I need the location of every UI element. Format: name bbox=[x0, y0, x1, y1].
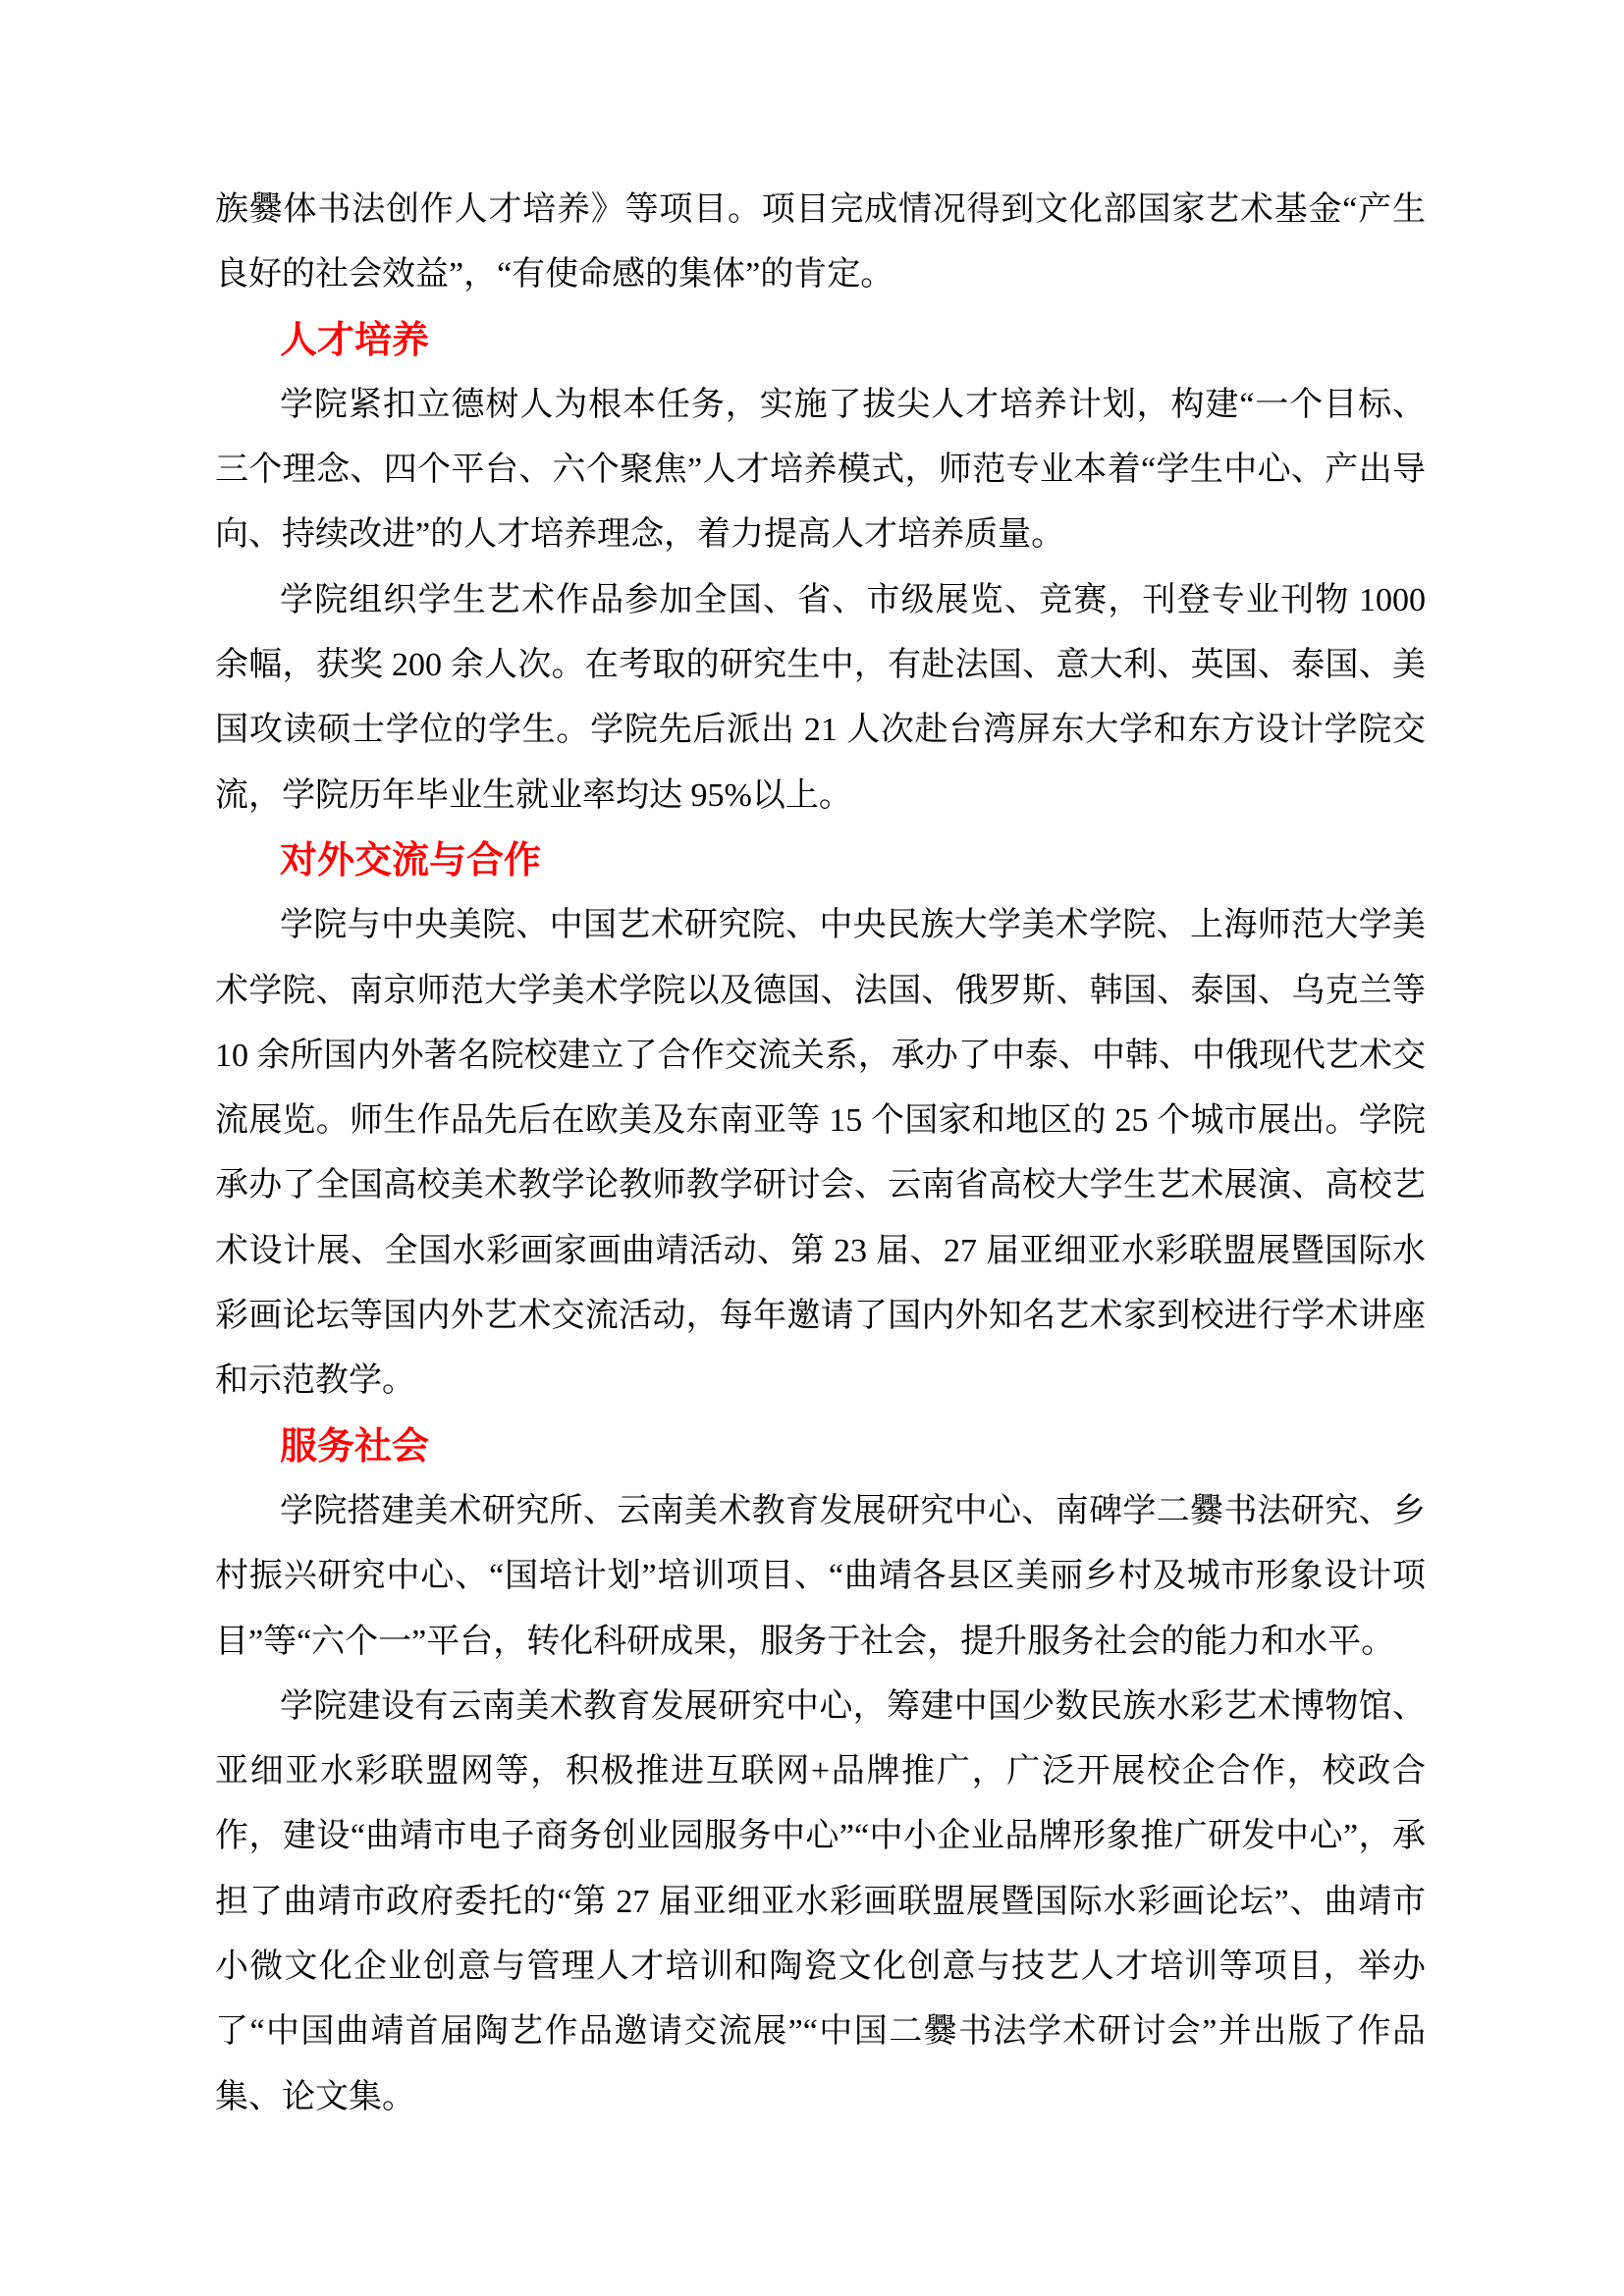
paragraph-service-projects: 学院建设有云南美术教育发展研究中心，筹建中国少数民族水彩艺术博物馆、亚细亚水彩联盟网等，积极推进互联网+品牌推广，广泛开展校企合作，校政合作，建设“曲靖市电子商务创业园服务中心”“中小企业品牌形象推广研发中心”，承担了曲靖市政府委托的“第 27 届亚细亚水彩画联盟展暨国际水彩画论坛”、曲靖市小微文化企业创意与管理人才培训和陶瓷文化创意与技艺人才培训等项目，举办了“中国曲靖首届陶艺作品邀请交流展”“中国二爨书法学术研讨会”并出版了作品集、论文集。 bbox=[215, 1687, 1426, 2115]
section-heading-talent-cultivation: 人才培养 bbox=[280, 319, 430, 361]
paragraph-international-exchange: 学院与中央美院、中国艺术研究院、中央民族大学美术学院、上海师范大学美术学院、南京师范大学美术学院以及德国、法国、俄罗斯、韩国、泰国、乌克兰等 10 余所国内外著名院校建立了合作交流关系，承办了中泰、中韩、中俄现代艺术交流展览。师生作品先后在欧美及东南亚等 15 个国家和地区的 25 个城市展出。学院承办了全国高校美术教学论教师教学研讨会、云南省高校大学生艺术展演、高校艺术设计展、全国水彩画家画曲靖活动、第 23 届、27 届亚细亚水彩联盟展暨国际水彩画论坛等国内外艺术交流活动，每年邀请了国内外知名艺术家到校进行学术讲座和示范教学。 bbox=[215, 907, 1426, 1400]
section-heading-exchange-cooperation: 对外交流与合作 bbox=[280, 839, 542, 881]
paragraph-student-achievements: 学院组织学生艺术作品参加全国、省、市级展览、竞赛，刊登专业刊物 1000 余幅，获奖 200 余人次。在考取的研究生中，有赴法国、意大利、英国、泰国、美国攻读硕士学位的学生。学院先后派出 21 人次赴台湾屏东大学和东方设计学院交流，学院历年毕业生就业率均达 95%以上。 bbox=[215, 581, 1426, 814]
paragraph-service-platforms: 学院搭建美术研究所、云南美术教育发展研究中心、南碑学二爨书法研究、乡村振兴研究中心、“国培计划”培训项目、“曲靖各县区美丽乡村及城市形象设计项目”等“六个一”平台，转化科研成果，服务于社会，提升服务社会的能力和水平。 bbox=[215, 1492, 1426, 1660]
section-heading-social-service: 服务社会 bbox=[280, 1425, 430, 1468]
paragraph-project-funding: 族爨体书法创作人才培养》等项目。项目完成情况得到文化部国家艺术基金“产生良好的社会效益”，“有使命感的集体”的肯定。 bbox=[215, 191, 1426, 294]
paragraph-talent-model: 学院紧扣立德树人为根本任务，实施了拔尖人才培养计划，构建“一个目标、三个理念、四个平台、六个聚焦”人才培养模式，师范专业本着“学生中心、产出导向、持续改进”的人才培养理念，着力提高人才培养质量。 bbox=[215, 386, 1426, 554]
document-body bbox=[215, 178, 1426, 2130]
